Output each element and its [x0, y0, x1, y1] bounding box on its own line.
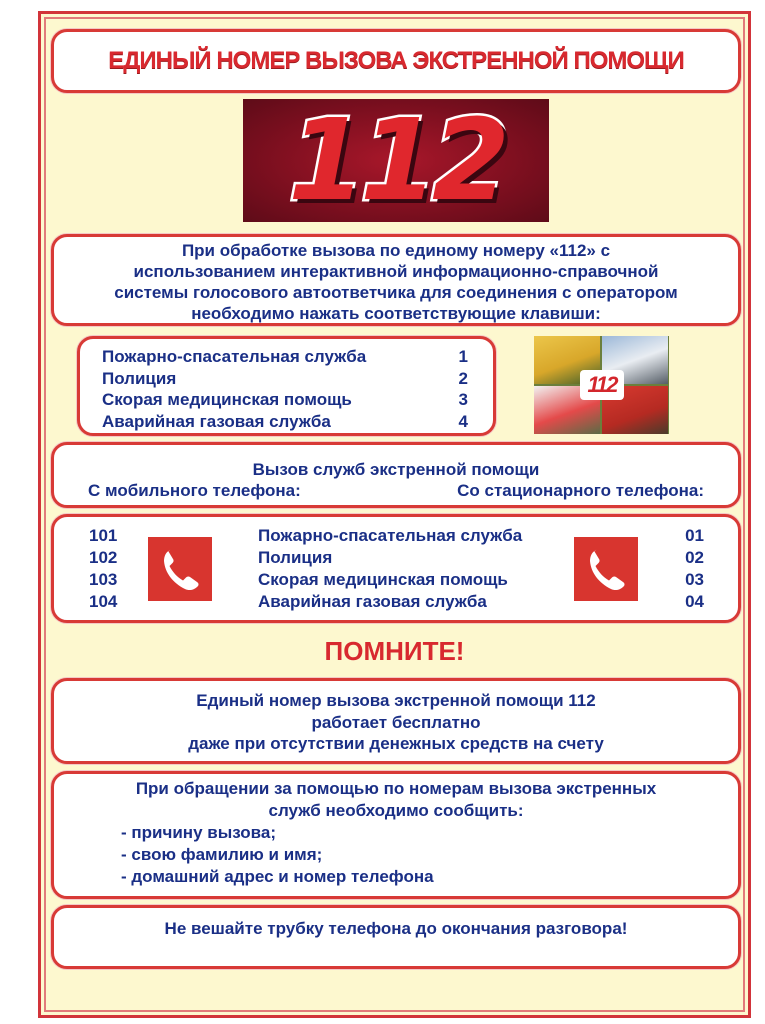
ivr-service: Скорая медицинская помощь: [102, 390, 352, 409]
free-call-line: работает бесплатно: [311, 712, 481, 732]
intro-line: системы голосового автоответчика для соединения с оператором: [114, 283, 678, 302]
ivr-key: 3: [458, 390, 468, 409]
emergency-call-header: [51, 442, 741, 508]
phone-icon: [574, 537, 638, 601]
landline-numbers-column: [685, 525, 704, 613]
service-name: Аварийная газовая служба: [258, 592, 487, 611]
intro-line: необходимо нажать соответствующие клавиши:: [191, 304, 601, 323]
phone-type-labels: [88, 480, 704, 501]
poster: [38, 11, 751, 1018]
report-item: - домашний адрес и номер телефона: [121, 867, 434, 886]
mobile-numbers-column: [89, 525, 117, 613]
report-items-list: [54, 822, 738, 888]
service-name: Полиция: [258, 548, 333, 567]
services-column: [258, 525, 522, 613]
ivr-key: 2: [458, 368, 468, 388]
mobile-number: 104: [89, 592, 118, 611]
report-item: - причину вызова;: [121, 823, 276, 842]
report-item: - свою фамилию и имя;: [121, 845, 323, 864]
free-call-box: [51, 678, 741, 764]
intro-line: При обработке вызова по единому номеру «112» с: [181, 241, 611, 260]
landline-phone-label: Со стационарного телефона:: [457, 481, 704, 500]
ivr-option: [102, 389, 468, 411]
landline-number: 01: [685, 526, 704, 545]
service-name: Пожарно-спасательная служба: [258, 526, 523, 545]
logo-112: [243, 95, 549, 226]
mobile-number: 102: [89, 548, 118, 567]
emergency-vehicles-photo: [534, 336, 669, 434]
ivr-service: Аварийная газовая служба: [102, 411, 331, 431]
ivr-option: [102, 346, 468, 368]
emergency-numbers-box: [51, 514, 741, 623]
landline-number: 02: [685, 548, 704, 567]
report-line: При обращении за помощью по номерам вызова экстренных: [135, 779, 657, 798]
final-note: Не вешайте трубку телефона до окончания разговора!: [164, 919, 628, 938]
ivr-service: Полиция: [102, 368, 177, 388]
photo-badge-112: 112: [580, 370, 624, 400]
mobile-number: 103: [89, 570, 118, 589]
final-note-box: [51, 905, 741, 969]
ivr-options-box: [77, 336, 496, 436]
remember-heading: ПОМНИТЕ!: [324, 636, 465, 666]
ivr-option: [102, 368, 468, 390]
emergency-call-title: Вызов служб экстренной помощи: [252, 460, 540, 479]
free-call-line: Единый номер вызова экстренной помощи 112: [196, 691, 596, 710]
ivr-option: [102, 411, 468, 433]
landline-number: 04: [685, 592, 704, 611]
phone-icon: [148, 537, 212, 601]
mobile-number: 101: [89, 526, 118, 545]
logo-number: 112: [288, 95, 504, 226]
landline-number: 03: [685, 570, 704, 589]
poster-title: ЕДИНЫЙ НОМЕР ВЫЗОВА ЭКСТРЕННОЙ ПОМОЩИ: [51, 29, 741, 93]
ivr-key: 4: [458, 411, 468, 431]
report-info-box: [51, 771, 741, 899]
intro-box: [51, 234, 741, 326]
free-call-line: даже при отсутствии денежных средств на счету: [188, 734, 604, 753]
intro-line: использованием интерактивной информационно-справочной: [133, 262, 659, 281]
ivr-service: Пожарно-спасательная служба: [102, 347, 367, 366]
report-line: служб необходимо сообщить:: [268, 801, 524, 820]
service-name: Скорая медицинская помощь: [258, 570, 508, 589]
ivr-key: 1: [458, 347, 468, 366]
mobile-phone-label: С мобильного телефона:: [88, 481, 301, 500]
